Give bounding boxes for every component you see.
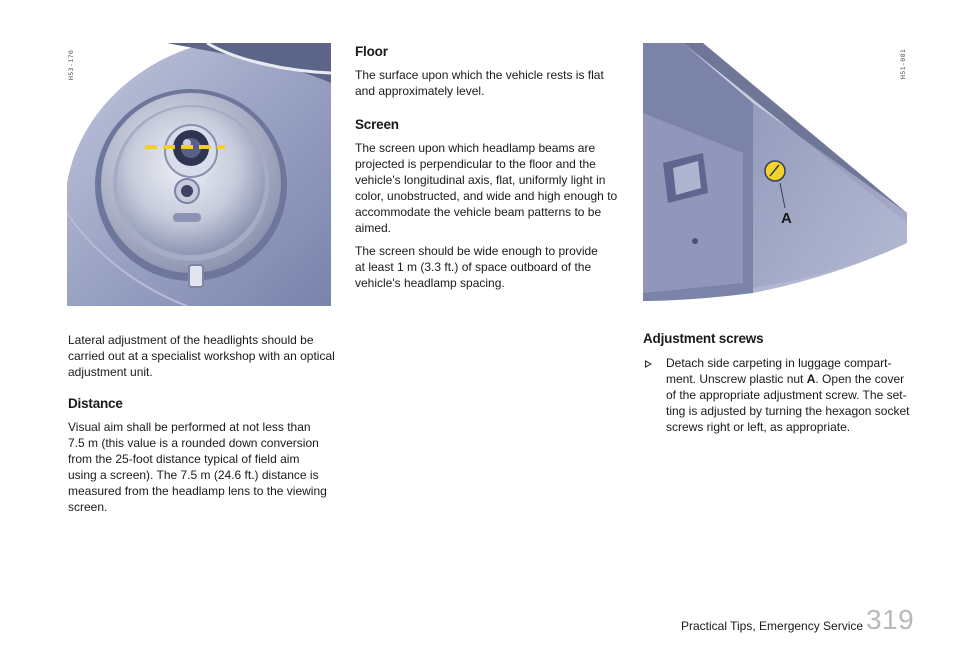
floor-section <box>355 44 627 99</box>
page-number: 319 <box>866 604 915 635</box>
nut-label-a: A <box>781 210 792 227</box>
screen-text-2: The screen should be wide enough to provide at least 1 m (3.3 ft.) of space outboard of the vehicle's headlamp spacing. <box>355 244 598 290</box>
screen-text-1: The screen upon which headlamp beams are projected is perpendicular to the floor and the vehicle's longitudinal axis, flat, uniformly light in color, unobstructed, and wide and high enough to accommodate the vehicle beam patterns to be aimed. <box>355 141 618 235</box>
lateral-text: Lateral adjustment of the headlights should be carried out at a specialist workshop with an optical adjustment unit. <box>68 333 335 379</box>
adjustment-heading: Adjustment screws <box>643 331 764 346</box>
adjustment-bullet-text-1: Detach side carpeting in luggage compart-ment. Unscrew plastic nut <box>666 356 892 386</box>
luggage-compartment-illustration <box>643 43 907 305</box>
figure-code-right: H51-081 <box>899 48 907 79</box>
luggage-compartment-drawing <box>643 43 907 305</box>
distance-heading: Distance <box>68 396 123 411</box>
distance-text: Visual aim shall be performed at not less than 7.5 m (this value is a rounded down conversion from the 25-foot distance typical of field aim using a screen). The 7.5 m (24.6 ft.) distance is measured from the headlamp lens to the viewing screen. <box>68 420 327 514</box>
footer-section-title: Practical Tips, Emergency Service <box>681 619 864 633</box>
floor-text: The surface upon which the vehicle rests is flat and approximately level. <box>355 68 604 98</box>
figure-code-left: H53-170 <box>67 49 75 80</box>
floor-heading: Floor <box>355 44 388 59</box>
adjustment-section <box>643 331 913 347</box>
headlamp-drawing <box>67 43 331 306</box>
adjustment-bullet <box>666 355 910 435</box>
lateral-section <box>68 332 338 380</box>
screen-heading: Screen <box>355 117 399 132</box>
distance-section <box>68 396 330 515</box>
screen-section <box>355 117 623 291</box>
adjustment-bullet-bold: A <box>806 372 816 386</box>
bullet-triangle-icon <box>645 360 652 368</box>
headlamp-illustration <box>67 43 331 306</box>
adjustment-bullet-text-2: . Open the cover of the appropriate adjustment screw. The set-ting is adjusted by turning the hexagon socket screws right or left, as appropriate. <box>666 372 910 434</box>
